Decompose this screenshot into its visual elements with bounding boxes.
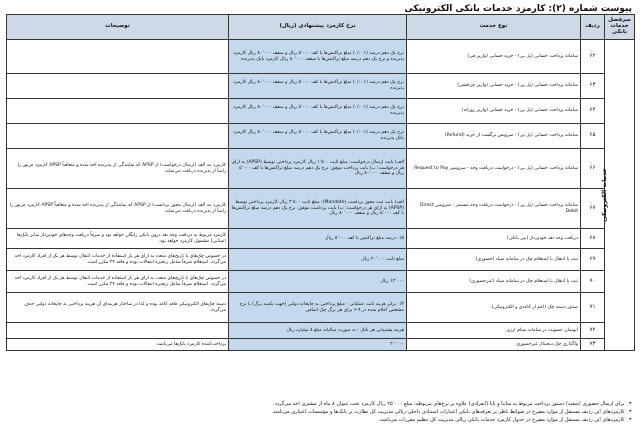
- description-cell: در خصوص چک‌های با تاریخ‌های متعدد به ازای هر بار استفاده از خدمات انتقال توسط هر یک از افراد کارمزد اخذ می‌گردد. استعلام صرفاً شامل زنجیره انتقالات بوده و فاقد ۲۴ مکرر است.: [7, 249, 229, 271]
- table-row: [7, 271, 635, 293]
- row-number: ۶۹: [581, 249, 605, 271]
- fee-table: [6, 14, 635, 351]
- header-row-no: ردیف: [581, 15, 605, 40]
- footnote-text: کارمزدهای این ردیف مستقل از موارد مصرح در جدول کارمزد خدمات بانکی ریالی مدیریت کل تنظیم مقررات می‌باشد.: [378, 417, 625, 423]
- table-row: [7, 99, 635, 124]
- row-number: ۶۳: [581, 74, 605, 99]
- document-title: پیوست شماره (۲): کارمزد خدمات بانکی الکترونیکی: [404, 4, 632, 14]
- row-number: ۷۱: [581, 293, 605, 323]
- table-row: [7, 124, 635, 149]
- description-cell: در خصوص چک‌های با تاریخ‌های متعدد به ازای هر بار استفاده از خدمات انتقال توسط هر یک از افراد کارمزد اخذ می‌گردد. استعلام صرفاً شامل زنجیره انتقالات بوده و فاقد ۲۴ مکرر است.: [7, 271, 229, 293]
- fee-cell: نرخ یک دهم درصد (۰/۰۰۱) مبلغ تراکنش‌ها با کف ۵٬۰۰۰ ریال و سقف ۸۰٬۰۰۰ ریال کارمزد پذیرنده: [229, 99, 407, 124]
- row-number: ۶۴: [581, 99, 605, 124]
- header-description: توضیحات: [7, 15, 229, 40]
- footnote-item: [32, 416, 632, 424]
- description-cell: [7, 99, 229, 124]
- row-number: ۷۲: [581, 323, 605, 339]
- fee-cell: الف) بابت ثبت مجوز برداشت (Mandate): مبلغ ثابت ۳٬۵۰۰ ریال کارمزد پرداختی توسط (APSP) به ازای هر درخواست؛ ب) بابت برداشت موفق: نرخ یک دهم درصد مبلغ تراکنش‌ها با کف ۵٬۰۰۰ ریال و سقف ۸۰٬۰۰۰ ریال: [229, 189, 407, 229]
- description-cell: کارمزد بند الف (ارسال مجوز برداشت) از APSP که نمایندگی از پذیرنده اخذ شده و متعاقباً APSP کارمزد مزبور را راساً از پذیرنده دریافت می‌نماید.: [7, 189, 229, 229]
- description-cell: [7, 40, 229, 74]
- service-cell: ابونمان عضویت در سامانه سپام ارزی: [407, 323, 581, 339]
- service-cell: سامانه پرداخت حسابی (پل پی) - خرید حسابی (واریز فی): [407, 40, 581, 74]
- service-cell: سامانه پرداخت حسابی (پل پی) - خرید حسابی (واریز چرخشی): [407, 74, 581, 99]
- fee-cell: الف) بابت ارسال درخواست: مبلغ ثابت ۱٬۵۰۰ ریال کارمزد پرداختی توسط (APSP) به ازای هر درخواست؛ ب) بابت پرداخت موفق: نرخ یک دهم درصد مبلغ تراکنش‌ها با کف ۵٬۰۰۰ ریال و سقف ۸۰٬۰۰۰ ریال: [229, 149, 407, 189]
- service-cell: سامانه پرداخت حسابی (پل پی) - درخواست دریافت وجه - سرویس Request to Pay: [407, 149, 581, 189]
- fee-cell: ۲۰٬۰۰۰: [229, 339, 407, 351]
- row-number: ۶۸: [581, 229, 605, 249]
- category-cell: [601, 40, 635, 351]
- table-row: [7, 339, 635, 351]
- description-cell: دسته چک‌های الکترونیکی فاقد کاغذ بوده و لذا در ساختار هزینه‌ای آن هزینه پرداختی به چاپخانه دولتی حذف می‌گردد.: [7, 293, 229, 323]
- footnote-item: [32, 408, 632, 416]
- table-row: [7, 323, 635, 339]
- service-cell: دریافت وجه نقد خودپرداز (بین بانکی): [407, 229, 581, 249]
- service-cell: صدور دسته چک (اعم از کاغذی و الکترونیکی): [407, 293, 581, 323]
- bullet-icon: •: [628, 408, 632, 415]
- table-row: [7, 40, 635, 74]
- header-service: نوع خدمت: [407, 15, 581, 40]
- row-number: ۶۲: [581, 40, 605, 74]
- bullet-icon: •: [628, 400, 632, 407]
- footnote-text: برای ارسال حضوری (شعبه) دستور پرداخت مربوط به ساتنا و پایا (انفرادی) علاوه بر نرخ‌های مربوطه، مبلغ ۲۵٬۰۰۰ ریال کارمزد تحت عنوان ۸ ماه از مشتری اخذ می‌گردد.: [273, 401, 625, 407]
- fee-cell: ۰/۵ درصد مبلغ تراکنش با کف ۵٬۰۰۰ ریال: [229, 229, 407, 249]
- header-category: سرفصل خدمات بانکی: [605, 15, 635, 40]
- row-number: ۶۵: [581, 124, 605, 149]
- fee-cell: ۰/۲ برابر هزینه ثابت عملیاتی - مبلغ پرداختی به چاپخانه دولتی (جهت یکصد برگ) با نرخ مشخص اعلام شده در ۹-۶ برای هر برگ چک اضافی: [229, 293, 407, 323]
- fee-cell: هزینه پشتیبانی هر بانک - به صورت سالیانه مبلغ ۸ میلیارد ریال: [229, 323, 407, 339]
- table-row: [7, 189, 635, 229]
- fee-cell: مبلغ ثابت ۲۰٬۰۰۰ ریال: [229, 249, 407, 271]
- header-fee: نرخ کارمزد پیشنهادی (ریال): [229, 15, 407, 40]
- service-cell: سامانه پرداخت حسابی (پل پی) - درخواست دریافت وجه مستمر - سرویس Direct Debit: [407, 189, 581, 229]
- row-number: ۷۰: [581, 271, 605, 293]
- service-cell: واگذاری چک دیجیتال غیرحضوری: [407, 339, 581, 351]
- description-cell: [7, 124, 229, 149]
- service-cell: ثبت یا انتقال یا استعلام چک در سامانه صیاد (حضوری): [407, 249, 581, 271]
- description-cell: کارمزد مربوط به دریافت وجه نقد درون بانکی رایگان خواهد بود و صرفاً دریافت وجه‌های خودپرداز سایر بانک‌ها (شتابی) مشمول کارمزد خواهد بود.: [7, 229, 229, 249]
- table-row: [7, 249, 635, 271]
- table-header-row: [7, 15, 635, 40]
- service-cell: سامانه پرداخت حسابی (پل پی) - خرید حسابی (واریز روزانه): [407, 99, 581, 124]
- table-row: [7, 229, 635, 249]
- fee-cell: نرخ یک دهم درصد (۰/۰۰۱) مبلغ تراکنش‌ها با کف ۵٬۰۰۰ ریال و سقف ۸۰٬۰۰۰ ریال کارمزد پذیرنده و نرخ یک دهم درصد مبلغ تراکنش‌ها با سقف ۸۰٬۰۰۰ ریال کارمزد بانک پذیرنده: [229, 40, 407, 74]
- description-cell: [7, 74, 229, 99]
- service-cell: ثبت یا انتقال یا استعلام چک در سامانه صیاد (غیرحضوری): [407, 271, 581, 293]
- footnotes: [32, 400, 632, 424]
- footnote-text: کارمزدهای این ردیف مستقل از موارد مصرح در ضوابط ناظر بر تعرفه‌های بانکی اعتبارات استنادی داخلی-ریالی مدیریت کل نظارت بر بانک‌ها و مؤسسات اعتباری می‌باشد.: [271, 409, 625, 415]
- row-number: ۶۶: [581, 149, 605, 189]
- category-label: خدمات الکترونیکی: [601, 168, 609, 222]
- bullet-icon: •: [628, 416, 632, 423]
- description-cell: پرداخت‌کننده کارمزد بانک‌ها می‌باشد.: [7, 339, 229, 351]
- fee-cell: نرخ یک دهم درصد (۰/۰۰۱) مبلغ تراکنش‌ها با کف ۵٬۰۰۰ ریال و سقف ۸۰٬۰۰۰ ریال کارمزد پذیرنده: [229, 74, 407, 99]
- table-row: [7, 74, 635, 99]
- fee-cell: ۱۲٬۰۰۰ ریال: [229, 271, 407, 293]
- description-cell: [7, 323, 229, 339]
- row-number: ۶۷: [581, 189, 605, 229]
- fee-cell: نرخ یک دهم درصد (۰/۰۰۱) مبلغ تراکنش‌ها با کف ۵٬۰۰۰ ریال و سقف ۸۰٬۰۰۰ ریال کارمزد بانک پذیرنده: [229, 124, 407, 149]
- row-number: ۷۳: [581, 339, 605, 351]
- footnote-item: [32, 400, 632, 408]
- table-row: [7, 149, 635, 189]
- service-cell: سامانه پرداخت حسابی (پل پی) - سرویس برگشت از خرید (Refund): [407, 124, 581, 149]
- table-row: [7, 293, 635, 323]
- description-cell: کارمزد بند الف (ارسال درخواست) از APSP که نمایندگی از پذیرنده اخذ شده و متعاقباً APSP کارمزد مزبور را راساً از پذیرنده دریافت می‌نماید.: [7, 149, 229, 189]
